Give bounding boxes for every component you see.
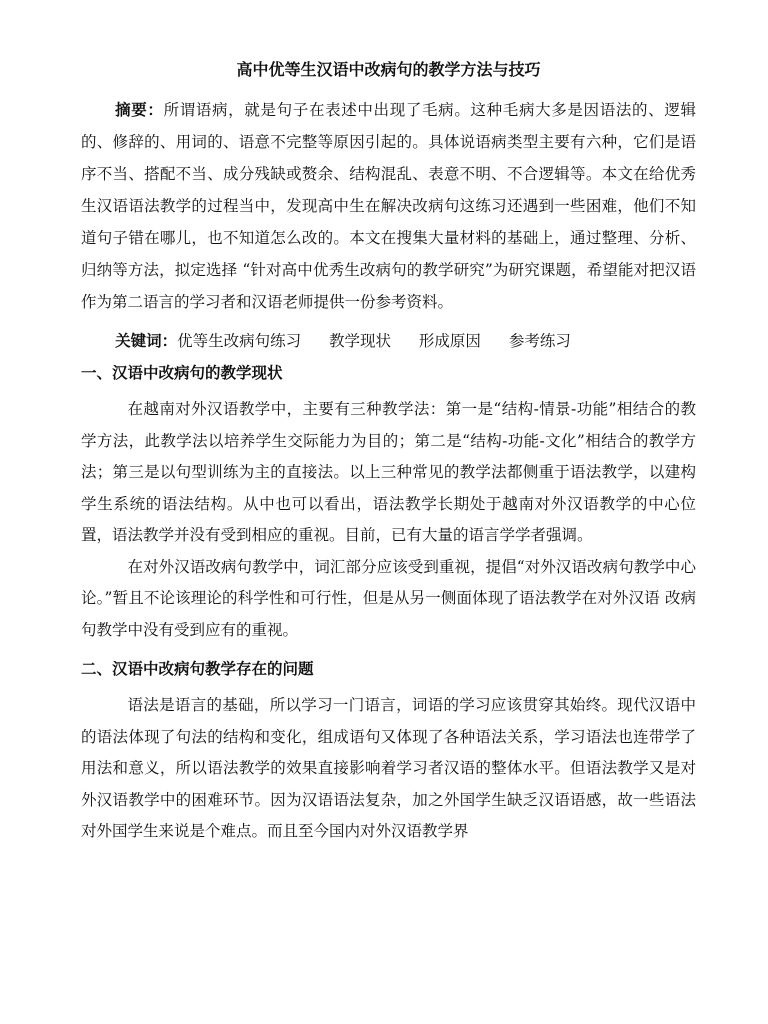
keywords-label: 关键词： bbox=[115, 331, 178, 350]
keyword-item: 优等生改病句练习 bbox=[177, 332, 302, 350]
document-title: 高中优等生汉语中改病句的教学方法与技巧 bbox=[236, 60, 541, 79]
section-spacer bbox=[81, 646, 696, 652]
abstract-text: 所谓语病，就是句子在表述中出现了毛病。这种毛病大多是因语法的、逻辑的、修辞的、用词的、语意不完整等原因引起的。具体说语病类型主要有六种，它们是语序不当、搭配不当、成分残缺或赘余、结构混乱、表意不明、不合逻辑等。本文在给优秀生汉语语法教学的过程当中，发现高中生在解决改病句这练习还遇到一些困难，他们不知道句子错在哪儿，也不知道怎么改的。本文在搜集大量材料的基础上，通过整理、分析、归纳等方法，拟定选择 “针对高中优秀生改病句的教学研究”为研究课题，希望能对把汉语作为第二语言的学习者和汉语老师提供一份参考资料。 bbox=[81, 101, 696, 311]
keyword-item: 参考练习 bbox=[508, 332, 571, 350]
abstract-paragraph bbox=[81, 94, 696, 318]
body-paragraph: 语法是语言的基础，所以学习一门语言，词语的学习应该贯穿其始终。现代汉语中的语法体现了句法的结构和变化，组成语句又体现了各种语法关系，学习语法也连带学了用法和意义，所以语法教学的效果直接影响着学习者汉语的整体水平。但语法教学又是对外汉语教学中的困难环节。因为汉语语法复杂，加之外国学生缺乏汉语语感，故一些语法对外国学生来说是个难点。而且至今国内对外汉语教学界 bbox=[81, 696, 696, 840]
keyword-item: 教学现状 bbox=[329, 332, 392, 350]
section-heading: 二、汉语中改病句教学存在的问题 bbox=[81, 659, 314, 678]
abstract-label: 摘要： bbox=[115, 100, 164, 119]
body-paragraph: 在对外汉语改病句教学中，词汇部分应该受到重视，提倡“对外汉语改病句教学中心论。”暂且不论该理论的科学性和可行性，但是从另一侧面体现了语法教学在对外汉语 改病句教学中没有受到应有的重视。 bbox=[81, 557, 696, 639]
keyword-item: 形成原因 bbox=[418, 332, 481, 350]
section-heading: 一、汉语中改病句的教学现状 bbox=[81, 363, 283, 382]
body-paragraph: 在越南对外汉语教学中，主要有三种教学法：第一是“结构-情景-功能”相结合的教学方法，此教学法以培养学生交际能力为目的；第二是“结构-功能-文化”相结合的教学方法；第三是以句型训练为主的直接法。以上三种常见的教学法都侧重于语法教学，以建构学生系统的语法结构。从中也可以看出，语法教学长期处于越南对外汉语教学的中心位置，语法教学并没有受到相应的重视。目前，已有大量的语言学学者强调。 bbox=[81, 400, 696, 544]
keywords-line bbox=[81, 328, 696, 354]
